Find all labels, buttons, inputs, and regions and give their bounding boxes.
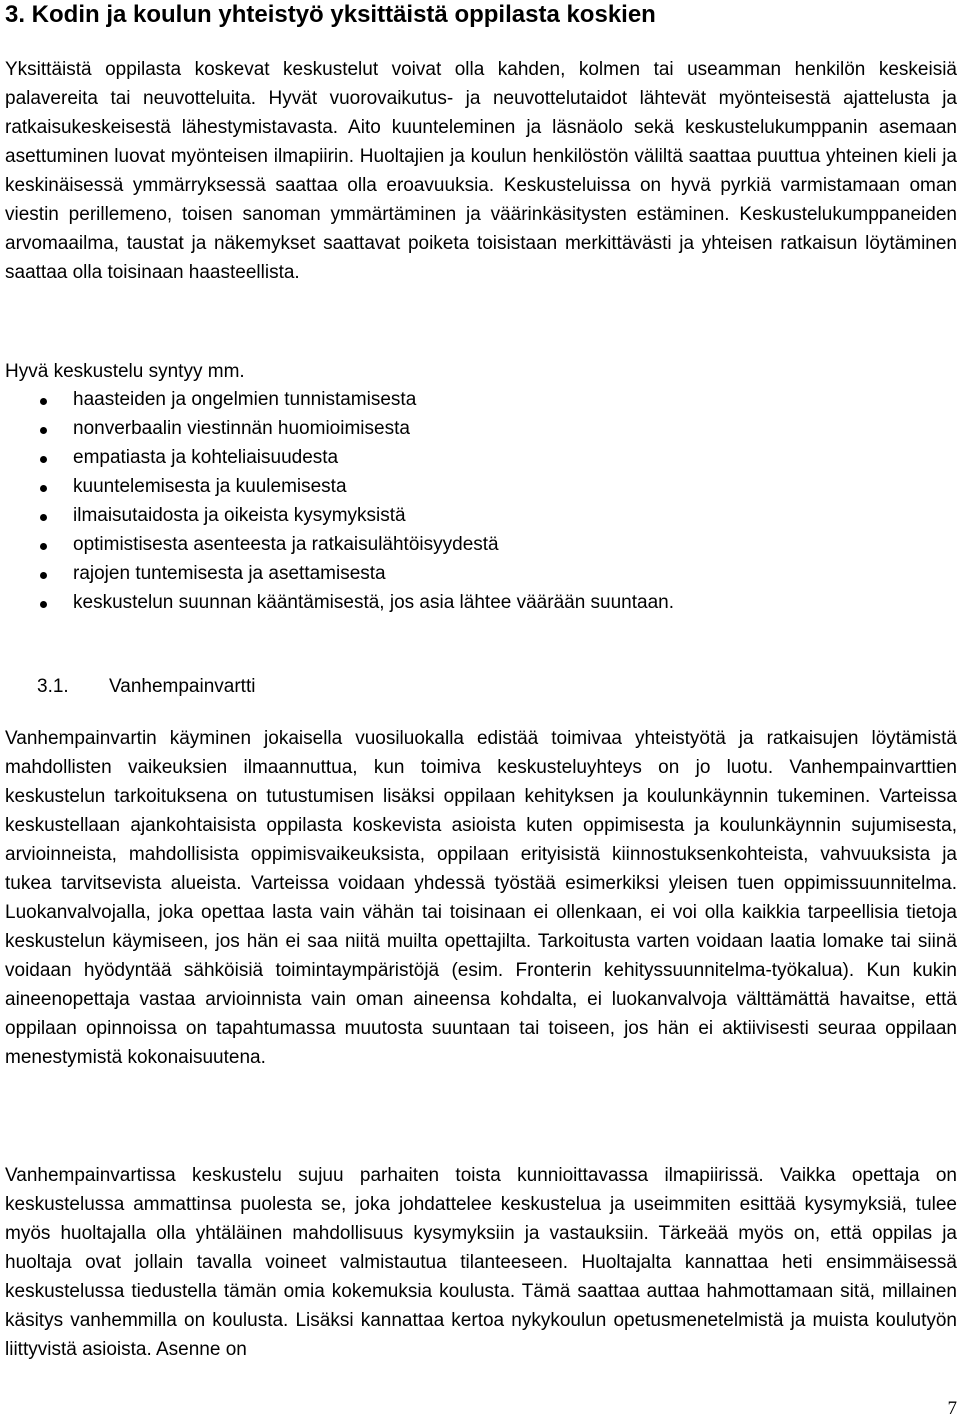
intro-paragraph: Yksittäistä oppilasta koskevat keskustelut voivat olla kahden, kolmen tai useamman henkilön keskeisiä palavereita tai neuvotteluita. Hyvät vuorovaikutus- ja neuvottelutaidot lähtevät myönteisestä ajattelusta ja ratkaisukeskeisestä lähestymistavasta. Aito kuunteleminen ja läsnäolo sekä keskustelukumppanin asemaan asettuminen luovat myönteisen ilmapiirin. Huoltajien ja koulun henkilöstön väliltä saattaa puuttua yhteinen kieli ja keskinäisessä ymmärryksessä saattaa olla eroavuuksia. Keskusteluissa on hyvä pyrkiä varmistamaan oman viestin perillemeno, toisen sanoman ymmärtäminen ja väärinkäsitysten estäminen. Keskustelukumppaneiden arvomaailma, taustat ja näkemykset saattavat poiketa toisistaan merkittävästi ja yhteisen ratkaisun löytäminen saattaa olla toisinaan haasteellista.: [5, 59, 957, 283]
subsection-number: 3.1.: [37, 676, 69, 697]
list-item: [5, 385, 957, 414]
vanhempainvartti-paragraph-1: Vanhempainvartin käyminen jokaisella vuosiluokalla edistää toimivaa yhteistyötä ja ratkaisujen löytämistä mahdollisten vaikeuksien ilmaannuttua, kun toimiva keskusteluyhteys on jo luotu. Vanhempainvarttien keskustelun tarkoituksena on tutustumisen lisäksi oppilaan kehityksen ja koulunkäynnin tukeminen. Varteissa keskustellaan ajankohtaisista oppilasta koskevista asioista kuten oppimisesta ja koulunkäynnin sujumisesta, arvioinneista, mahdollisista oppimisvaikeuksista, oppilaan erityisistä kiinnostuksenkohteista, vahvuuksista ja tukea tarvitsevista alueista. Varteissa voidaan yhdessä työstää esimerkiksi yleisen tuen oppimissuunnitelma. Luokanvalvojalla, joka opettaa lasta vain vähän tai toisinaan ei ollenkaan, ei voi olla kaikkia tarpeellisia tietoja keskustelun käymiseen, jos hän ei saa niitä muilta opettajilta. Tarkoitusta varten voidaan laatia lomake tai siinä voidaan hyödyntää sähköisiä toimintaympäristöjä (esim. Fronterin kehityssuunnitelma-työkalua). Kun kukin aineenopettaja vastaa arvioinnista vain oman aineensa kohdalta, ei luokanvalvoja välttämättä havaitse, että oppilaan opinnoissa on tapahtumassa muutosta suuntaan tai toiseen, jos hän ei aktiivisesti seuraa oppilaan menestymistä kokonaisuutena.: [5, 728, 957, 1068]
list-item: [5, 530, 957, 559]
good-conversation-lead: Hyvä keskustelu syntyy mm.: [5, 361, 245, 382]
list-item: [5, 443, 957, 472]
list-item-text: ilmaisutaidosta ja oikeista kysymyksistä: [73, 505, 406, 526]
list-item-text: kuuntelemisesta ja kuulemisesta: [73, 476, 347, 497]
subsection-heading: [37, 672, 255, 701]
list-item-text: keskustelun suunnan kääntämisestä, jos asia lähtee väärään suuntaan.: [73, 592, 675, 613]
list-item: [5, 414, 957, 443]
good-conversation-list: [5, 385, 957, 617]
list-item: [5, 559, 957, 588]
vanhempainvartti-paragraph-2: Vanhempainvartissa keskustelu sujuu parhaiten toista kunnioittavassa ilmapiirissä. Vaikka opettaja on keskustelussa ammattinsa puolesta se, joka johdattelee keskustelua ja useimmiten esittää kysymyksiä, tulee myös huoltajalla olla yhtäläinen mahdollisuus kysymyksiin ja vastauksiin. Tärkeää myös on, että oppilas ja huoltaja ovat jollain tavalla voineet valmistautua tilanteeseen. Huoltajalta kannattaa heti ensimmäisessä keskustelussa tiedustella tämän omia kokemuksia koulusta. Tämä saattaa auttaa hahmottamaan sitä, millainen käsitys vanhemmilla on koulusta. Lisäksi kannattaa kertoa nykykoulun opetusmenetelmistä ja muista koulutyön liittyvistä asioista. Asenne on: [5, 1165, 957, 1360]
bullet-icon: [40, 456, 47, 463]
list-item-text: empatiasta ja kohteliaisuudesta: [73, 447, 339, 468]
section-heading: 3. Kodin ja koulun yhteistyö yksittäistä oppilasta koskien: [5, 1, 656, 28]
list-item: [5, 501, 957, 530]
bullet-icon: [40, 427, 47, 434]
list-item: [5, 588, 957, 617]
bullet-icon: [40, 514, 47, 521]
list-item: [5, 472, 957, 501]
list-item-text: haasteiden ja ongelmien tunnistamisesta: [73, 389, 417, 410]
bullet-icon: [40, 398, 47, 405]
bullet-icon: [40, 485, 47, 492]
bullet-icon: [40, 572, 47, 579]
subsection-title: Vanhempainvartti: [109, 676, 256, 697]
bullet-icon: [40, 543, 47, 550]
list-item-text: optimistisesta asenteesta ja ratkaisulähtöisyydestä: [73, 534, 499, 555]
list-item-text: nonverbaalin viestinnän huomioimisesta: [73, 418, 410, 439]
bullet-icon: [40, 601, 47, 608]
list-item-text: rajojen tuntemisesta ja asettamisesta: [73, 563, 386, 584]
page-number: 7: [947, 1398, 957, 1419]
